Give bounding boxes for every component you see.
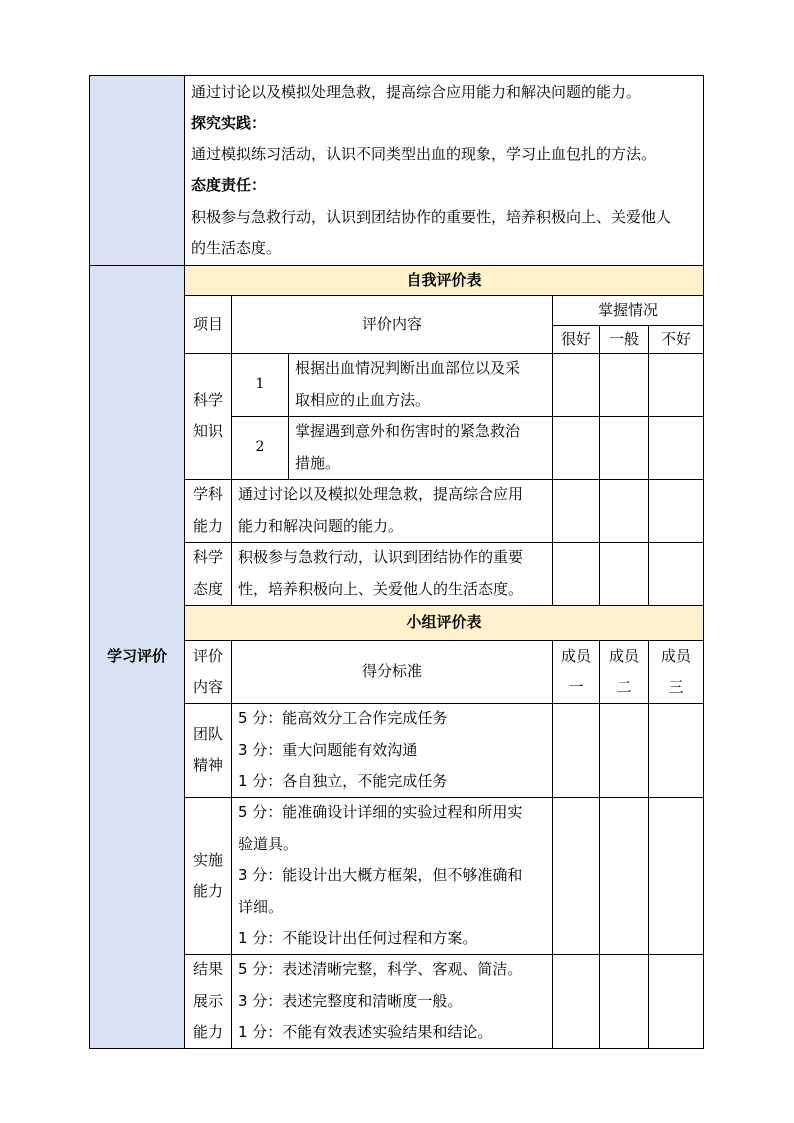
row-label-line2: 能力: [192, 517, 223, 535]
rating-cell[interactable]: [552, 542, 600, 606]
criteria-line: 1 分：各自独立，不能完成任务: [238, 772, 448, 790]
criteria-line: 3 分：表述完整度和清晰度一般。: [238, 992, 463, 1010]
member-label-line1: 成员: [660, 647, 691, 665]
header-mastery: 掌握情况: [597, 301, 658, 319]
member-label-line1: 成员: [608, 647, 639, 665]
row-label-line1: 科学: [192, 548, 223, 566]
criteria-line: 详细。: [238, 898, 284, 916]
row-label-line1: 科学: [192, 391, 223, 409]
member-label-line2: 二: [616, 678, 632, 696]
level-average: 一般: [608, 330, 639, 348]
criteria-line: 验道具。: [238, 835, 299, 853]
attitude-text-line1: 积极参与急救行动，认识到团结协作的重要性，培养积极向上、关爱他人: [191, 208, 672, 226]
row-content-line2: 能力和解决问题的能力。: [238, 517, 404, 535]
group-row-label-line2: 能力: [192, 882, 223, 900]
header-content: 评价内容: [361, 315, 422, 333]
group-row-label-line1: 团队: [192, 725, 223, 743]
group-row-label-line2: 展示: [192, 992, 223, 1010]
practice-text: 通过模拟练习活动，认识不同类型出血的现象，学习止血包扎的方法。: [191, 145, 657, 163]
rating-cell[interactable]: [552, 416, 600, 480]
learning-evaluation-label: 学习评价: [106, 647, 167, 665]
sub-content-line1: 掌握遇到意外和伤害时的紧急救治: [295, 422, 521, 440]
sub-content-line2: 措施。: [295, 454, 341, 472]
rating-cell[interactable]: [599, 353, 649, 417]
attitude-text-line2: 的生活态度。: [191, 239, 282, 257]
rating-cell[interactable]: [552, 353, 600, 417]
score-cell[interactable]: [552, 954, 600, 1049]
top-left-cell: [89, 75, 185, 266]
attitude-heading: 态度责任：: [191, 176, 267, 194]
header-item: 项目: [192, 315, 223, 333]
member-label-line1: 成员: [560, 647, 591, 665]
rating-cell[interactable]: [648, 542, 704, 606]
rating-cell[interactable]: [599, 542, 649, 606]
score-cell[interactable]: [599, 797, 649, 955]
score-cell[interactable]: [648, 797, 704, 955]
rating-cell[interactable]: [599, 479, 649, 543]
level-very-good: 很好: [560, 330, 591, 348]
criteria-line: 3 分：重大问题能有效沟通: [238, 741, 418, 759]
score-cell[interactable]: [599, 954, 649, 1049]
row-content-line2: 性，培养积极向上、关爱他人的生活态度。: [238, 580, 524, 598]
rating-cell[interactable]: [648, 353, 704, 417]
group-row-label-line1: 结果: [192, 960, 223, 978]
practice-heading: 探究实践：: [191, 114, 267, 132]
objective-line: 通过讨论以及模拟处理急救，提高综合应用能力和解决问题的能力。: [191, 83, 642, 101]
criteria-line: 1 分：不能有效表述实验结果和结论。: [238, 1023, 493, 1041]
criteria-line: 5 分：表述清晰完整，科学、客观、简洁。: [238, 960, 523, 978]
sub-content-line1: 根据出血情况判断出血部位以及采: [295, 359, 521, 377]
rating-cell[interactable]: [599, 416, 649, 480]
group-row-label-line1: 实施: [192, 851, 223, 869]
group-row-label-line2: 精神: [192, 756, 223, 774]
group-eval-title: 小组评价表: [406, 613, 482, 631]
member-label-line2: 三: [668, 678, 684, 696]
score-cell[interactable]: [648, 703, 704, 798]
self-eval-title: 自我评价表: [406, 271, 482, 289]
row-label-line2: 态度: [192, 580, 223, 598]
criteria-line: 5 分：能高效分工合作完成任务: [238, 709, 448, 727]
level-poor: 不好: [660, 330, 691, 348]
group-header-content-line2: 内容: [192, 678, 223, 696]
rating-cell[interactable]: [552, 479, 600, 543]
row-label-line2: 知识: [192, 422, 223, 440]
rating-cell[interactable]: [648, 479, 704, 543]
group-row-label-line3: 能力: [192, 1023, 223, 1041]
rating-cell[interactable]: [648, 416, 704, 480]
score-cell[interactable]: [648, 954, 704, 1049]
criteria-line: 1 分：不能设计出任何过程和方案。: [238, 929, 478, 947]
score-cell[interactable]: [599, 703, 649, 798]
row-content-line1: 通过讨论以及模拟处理急救，提高综合应用: [238, 485, 524, 503]
sub-number: 2: [255, 439, 265, 455]
sub-content-line2: 取相应的止血方法。: [295, 391, 431, 409]
member-label-line2: 一: [568, 678, 584, 696]
group-header-criteria: 得分标准: [361, 662, 422, 680]
row-label-line1: 学科: [192, 485, 223, 503]
sub-number: 1: [255, 376, 265, 392]
score-cell[interactable]: [552, 797, 600, 955]
criteria-line: 3 分：能设计出大概方框架，但不够准确和: [238, 866, 523, 884]
row-content-line1: 积极参与急救行动，认识到团结协作的重要: [238, 548, 524, 566]
criteria-line: 5 分：能准确设计详细的实验过程和所用实: [238, 803, 523, 821]
group-header-content-line1: 评价: [192, 647, 223, 665]
score-cell[interactable]: [552, 703, 600, 798]
